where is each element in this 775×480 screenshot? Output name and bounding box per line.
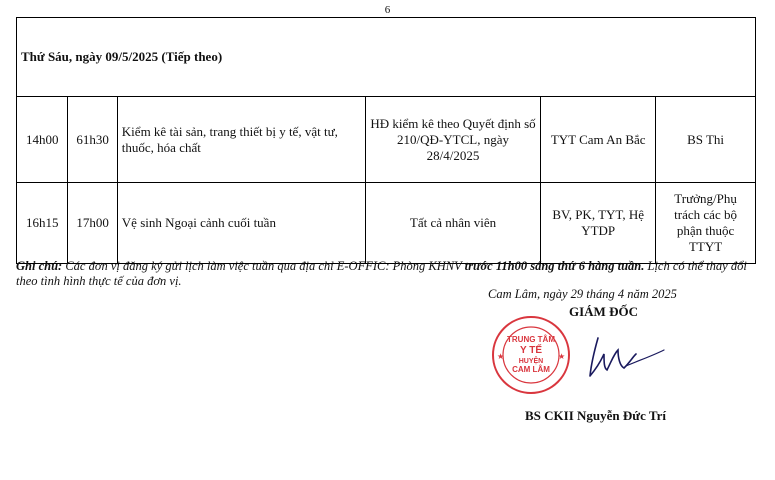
table-row (17, 183, 756, 264)
day-header-row (17, 18, 756, 97)
note-deadline: trước 11h00 sáng thứ 6 hàng tuần. (464, 259, 645, 273)
end-time-cell: 61h30 (68, 97, 117, 183)
task-cell: Kiểm kê tài sản, trang thiết bị y tế, vật tư, thuốc, hóa chất (117, 97, 365, 183)
participants-cell: HĐ kiểm kê theo Quyết định số 210/QĐ-YTCL, ngày 28/4/2025 (365, 97, 540, 183)
place-date: Cam Lâm, ngày 29 tháng 4 năm 2025 (488, 287, 677, 301)
note-text: Các đơn vị đăng ký gửi lịch làm việc tuần qua địa chỉ E-OFFIC: Phòng KHNV (62, 259, 465, 273)
director-title: GIÁM ĐỐC (569, 304, 638, 319)
signer-name: BS CKII Nguyễn Đức Trí (525, 408, 666, 423)
note-label: Ghi chú: (16, 259, 63, 273)
table-row (17, 97, 756, 183)
handwritten-signature (560, 320, 670, 390)
svg-text:★: ★ (497, 352, 505, 361)
lead-cell: BS Thi (656, 97, 756, 183)
page-number: 6 (384, 4, 391, 16)
svg-text:★: ★ (558, 352, 566, 361)
participants-cell: Tất cả nhân viên (365, 183, 540, 264)
place-cell: BV, PK, TYT, Hệ YTDP (541, 183, 656, 264)
schedule-table (16, 17, 756, 264)
note-paragraph (16, 259, 761, 289)
stamp-line: CAM LÂM (512, 365, 550, 374)
end-time-cell: 17h00 (68, 183, 117, 264)
task-cell: Vệ sinh Ngoại cảnh cuối tuần (117, 183, 365, 264)
start-time-cell: 16h15 (17, 183, 68, 264)
stamp-line: Y TẾ (519, 345, 543, 356)
day-header: Thứ Sáu, ngày 09/5/2025 (Tiếp theo) (17, 18, 756, 97)
place-cell: TYT Cam An Bắc (541, 97, 656, 183)
stamp-line: HUYỆN (518, 358, 544, 365)
start-time-cell: 14h00 (17, 97, 68, 183)
lead-cell: Trưởng/Phụ trách các bộ phận thuộc TTYT (656, 183, 756, 264)
stamp-line: TRUNG TÂM (507, 335, 555, 344)
note-text-after: Lịch có thể thay đổi theo tình hình thực tế của đơn vị. (16, 259, 747, 288)
